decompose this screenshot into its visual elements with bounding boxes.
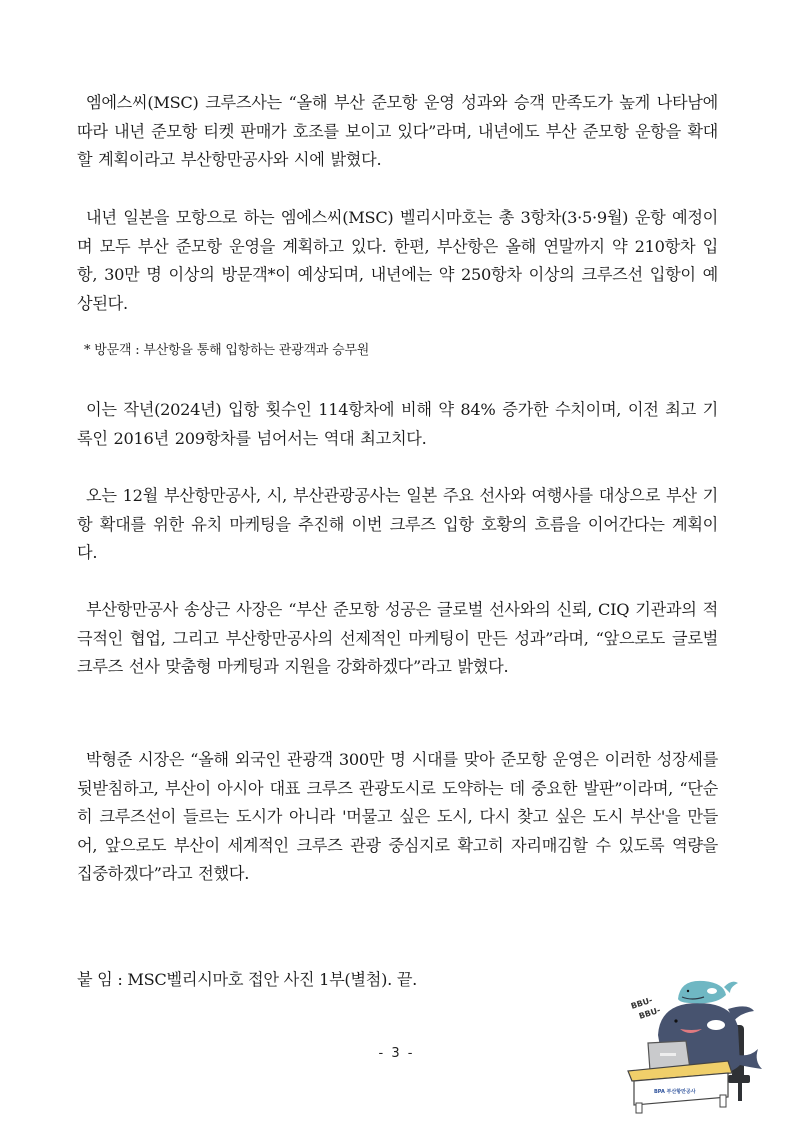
paragraph-text: 부산항만공사 송상근 사장은 “부산 준모항 성공은 글로벌 선사와의 신뢰, CIQ 기관과의 적극적인 협업, 그리고 부산항만공사의 선제적인 마케팅이 만든 성과”라며, “앞으로도 글로벌 크루즈 선사 맞춤형 마케팅과 지원을 강화하겠다”라고 밝혔다. [77,600,718,677]
whale-mascot-at-desk-icon [620,965,780,1115]
paragraph-text: 엠에스씨(MSC) 크루즈사는 “올해 부산 준모항 운영 성과와 승객 만족도가 높게 나타남에 따라 내년 준모항 티켓 판매가 호조를 보이고 있다”라며, 내년에도 부산 준모항 운항을 확대할 계획이라고 부산항만공사와 시에 밝혔다. [77,93,718,170]
paragraph-bpa-president-quote [77,596,718,682]
footnote-visitors: * 방문객 : 부산항을 통해 입항하는 관광객과 승무원 [84,343,370,358]
paragraph-text: 이는 작년(2024년) 입항 횟수인 114항차에 비해 약 84% 증가한 수치이며, 이전 최고 기록인 2016년 209항차를 넘어서는 역대 최고치다. [77,400,718,448]
mascot-speech-2: BBU- [637,1005,662,1021]
mascot-speech-1: BBU- [629,995,654,1011]
paragraph-record-increase [77,396,718,453]
paragraph-bellissima-schedule [77,204,718,318]
paragraph-mayor-quote [77,746,718,889]
paragraph-text: 내년 일본을 모항으로 하는 엠에스씨(MSC) 벨리시마호는 총 3항차(3·5·9월) 운항 예정이며 모두 부산 준모항 운영을 계획하고 있다. 한편, 부산항은 올해 연말까지 약 210항차 입항, 30만 명 이상의 방문객*이 예상되며, 내년에는 약 250항차 이상의 크루즈선 입항이 예상된다. [77,208,718,313]
paragraph-text: 박형준 시장은 “올해 외국인 관광객 300만 명 시대를 맞아 준모항 운영은 이러한 성장세를 뒷받침하고, 부산이 아시아 대표 크루즈 관광도시로 도약하는 데 중요한 발판”이라며, “단순히 크루즈선이 들르는 도시가 아니라 '머물고 싶은 도시, 다시 찾고 싶은 도시 부산'을 만들어, 앞으로도 부산이 세계적인 크루즈 관광 중심지로 확고히 자리매김할 수 있도록 역량을 집중하겠다”라고 전했다. [77,750,718,884]
desk-logo-text: BPA 부산항만공사 [654,1089,696,1095]
paragraph-text: 오는 12월 부산항만공사, 시, 부산관광공사는 일본 주요 선사와 여행사를 대상으로 부산 기항 확대를 위한 유치 마케팅을 추진해 이번 크루즈 입항 호황의 흐름을 이어간다는 계획이다. [77,486,718,563]
page-number: - 3 - [378,1046,415,1061]
paragraph-marketing-plan [77,482,718,568]
attachment-note: 붙 임 : MSC벨리시마호 접안 사진 1부(별첨). 끝. [77,970,417,989]
paragraph-msc-statement [77,89,718,175]
